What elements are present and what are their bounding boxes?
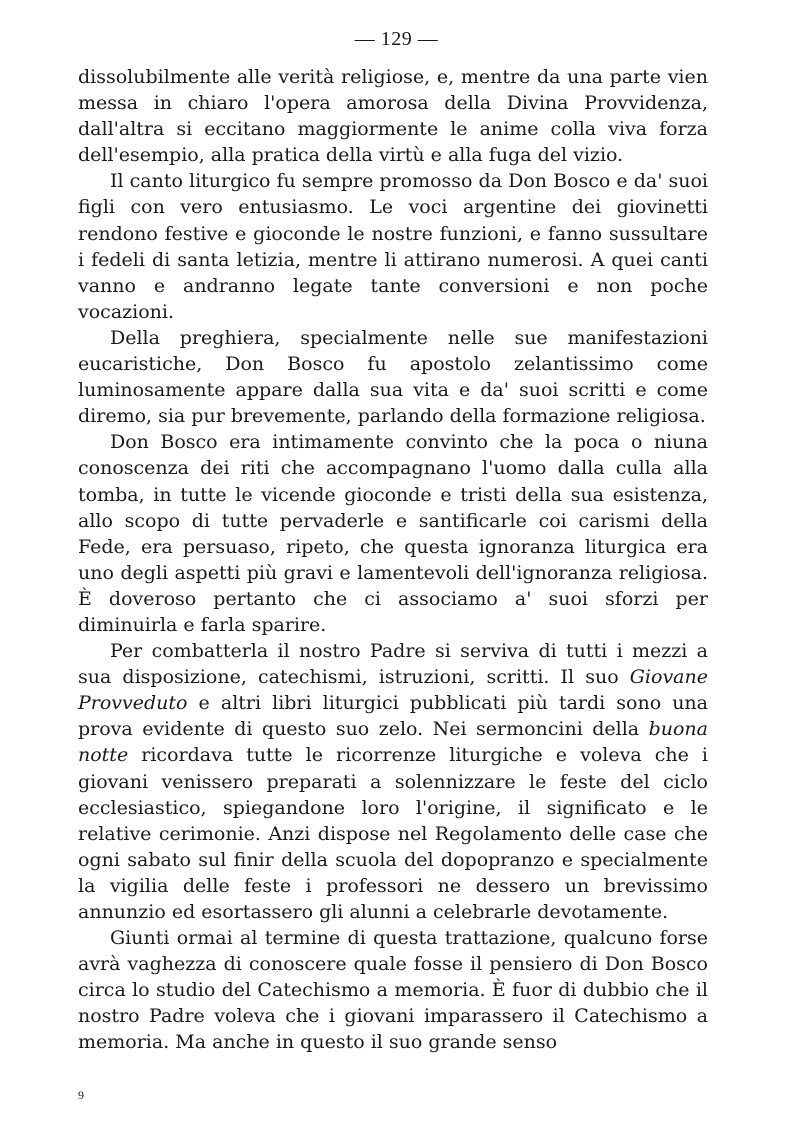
text-run: Per combatterla il nostro Padre si serviva di tutti i mezzi a sua disposizione, catechismi, istruzioni, scritti. Il suo xyxy=(78,640,708,689)
text-run: ricordava tutte le ricorrenze liturgiche e voleva che i giovani venissero preparati a solennizzare le feste del ciclo ecclesiastico, spiegandone loro l'origine, il significato e le relative cerimonie. Anzi dispose nel Regolamento delle case che ogni sabato sul finir della scuola del dopopranzo e specialmente la vigilia delle feste i professori ne dessero un brevissimo annunzio ed esortassero gli alunni a celebrarle devotamente. xyxy=(78,744,708,923)
italic-title: buona notte xyxy=(78,718,708,767)
text-run: dissolubilmente alle verità religiose, e, mentre da una parte vien messa in chiaro l'opera amorosa della Divina Provvidenza, dall'altra si eccitano maggiormente le anime colla viva forza dell'esempio, alla pratica della virtù e alla fuga del vizio. xyxy=(78,66,708,167)
text-run: Don Bosco era intimamente convinto che la poca o niuna conoscenza dei riti che accompagnano l'uomo dalla culla alla tomba, in tutte le vicende gioconde e tristi della sua esistenza, allo scopo di tutte pervaderle e santificarle coi carismi della Fede, era persuaso, ripeto, che questa ignoranza liturgica era uno degli aspetti più gravi e lamentevoli dell'ignoranza religiosa. È doveroso pertanto che ci associamo a' suoi sforzi per diminuirla e farla sparire. xyxy=(78,431,708,636)
text-run: Il canto liturgico fu sempre promosso da Don Bosco e da' suoi figli con vero entusiasmo. Le voci argentine dei giovinetti rendono festive e gioconde le nostre funzioni, e fanno sussultare i fedeli di santa letizia, mentre li attirano numerosi. A quei canti vanno e andranno legate tante conversioni e non poche vocazioni. xyxy=(78,170,708,323)
paragraph-catechism xyxy=(78,925,708,1055)
signature-mark: 9 xyxy=(78,1088,84,1102)
paragraph-prayer xyxy=(78,325,708,429)
text-run: e altri libri liturgici pubblicati più tardi sono una prova evidente di questo suo zelo. Nei sermoncini della xyxy=(78,692,708,741)
paragraph-means xyxy=(78,638,708,925)
page-number: — 129 — xyxy=(354,28,439,50)
paragraph-liturgical-ignorance xyxy=(78,429,708,638)
paragraph-continuation xyxy=(78,64,708,168)
italic-title: Giovane Provveduto xyxy=(78,666,708,715)
text-run: Della preghiera, specialmente nelle sue manifestazioni eucaristiche, Don Bosco fu apostolo zelantissimo come luminosamente appare dalla sua vita e da' suoi scritti e come diremo, sia pur brevemente, parlando della formazione religiosa. xyxy=(78,326,708,428)
body-text xyxy=(78,64,708,1056)
paragraph-liturgical-chant xyxy=(78,168,708,325)
text-run: Giunti ormai al termine di questa trattazione, qualcuno forse avrà vaghezza di conoscere quale fosse il pensiero di Don Bosco circa lo studio del Catechismo a memoria. È fuor di dubbio che il nostro Padre voleva che i giovani imparassero il Catechismo a memoria. Ma anche in questo il suo grande senso xyxy=(78,927,708,1054)
